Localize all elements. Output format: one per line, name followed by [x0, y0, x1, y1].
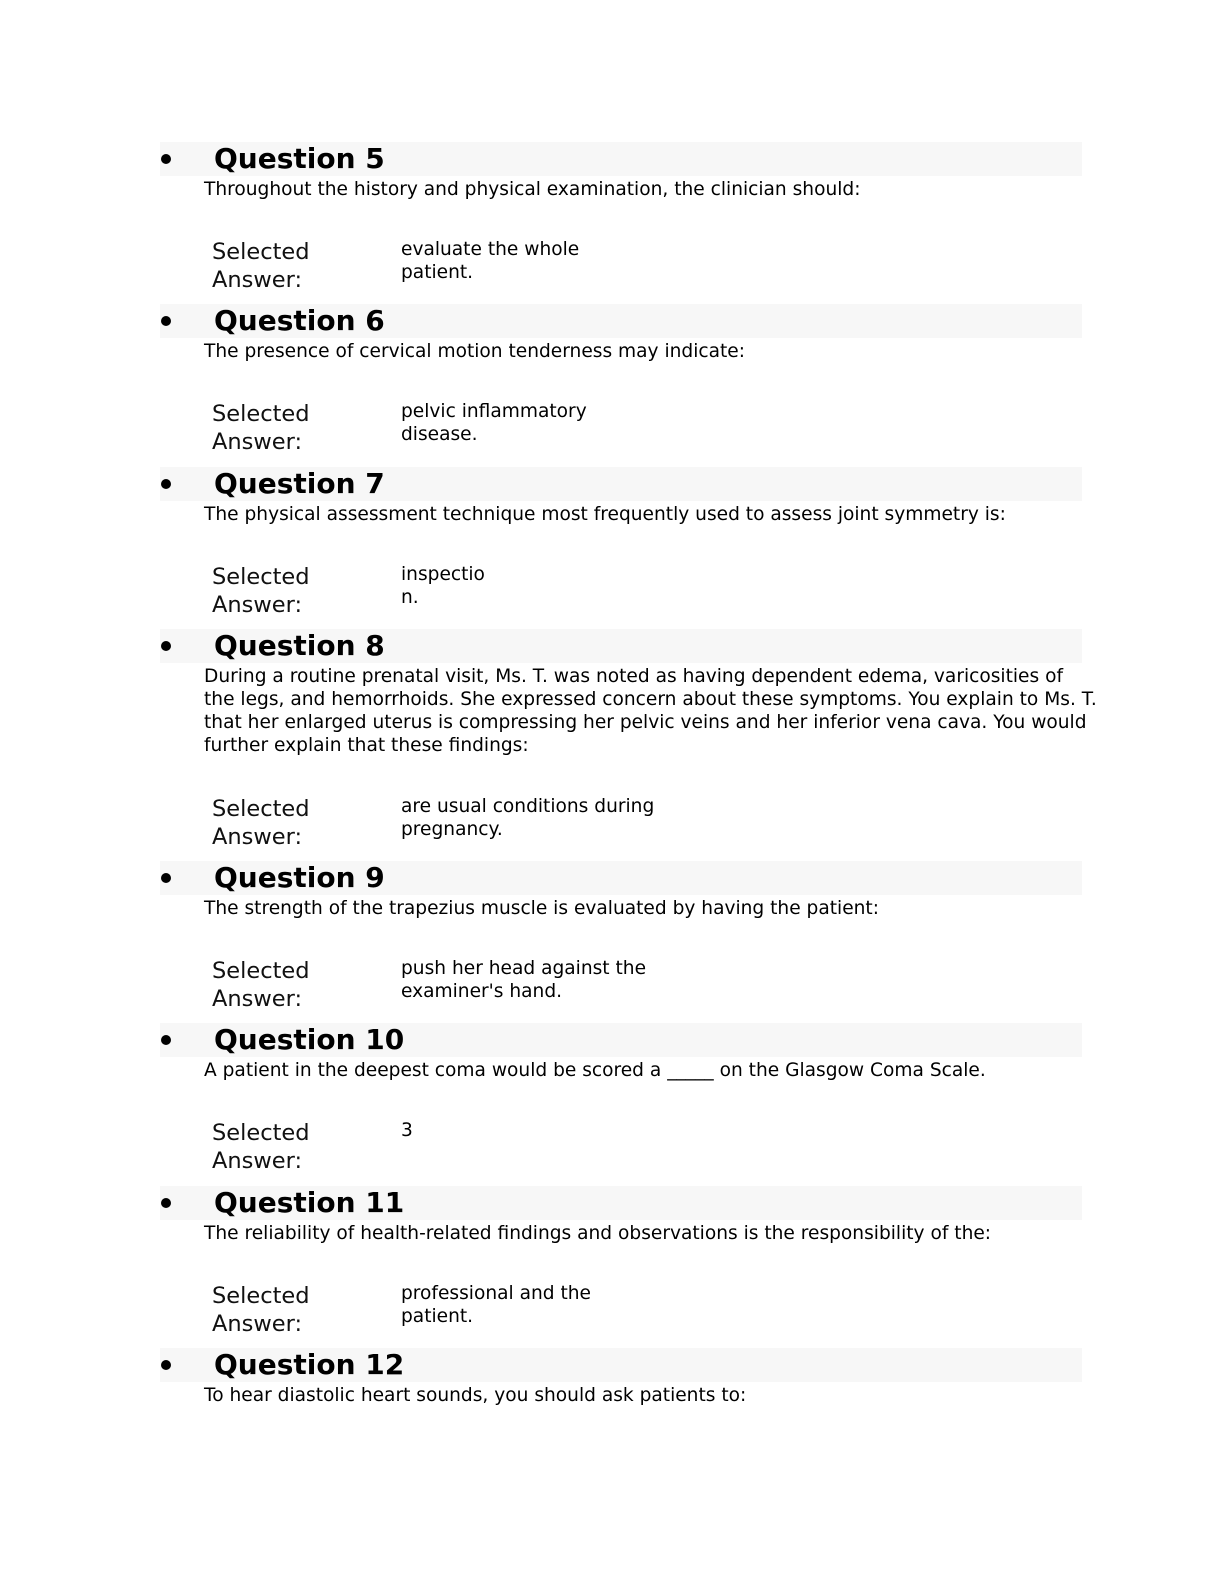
selected-answer-label: Selected Answer: — [212, 564, 310, 618]
bullet-icon — [161, 1198, 171, 1208]
question-title: Question 11 — [214, 1186, 405, 1219]
question-text: The physical assessment technique most frequently used to assess joint symmetry is: — [204, 504, 1006, 525]
selected-answer-label: Selected Answer: — [212, 239, 310, 293]
question-title: Question 6 — [214, 304, 385, 337]
question-text: During a routine prenatal visit, Ms. T. was noted as having dependent edema, varicosities of the legs, and hemorrhoids. She expressed concern about these symptoms. You explain to Ms. T. that her enlarged uterus is compressing her pelvic veins and her inferior vena cava. You would further explain that these findings: — [204, 666, 1097, 756]
question-text: Throughout the history and physical examination, the clinician should: — [204, 179, 861, 200]
selected-answer-value: 3 — [401, 1120, 413, 1141]
question-title: Question 8 — [214, 629, 385, 662]
selected-answer-value: professional and the patient. — [401, 1283, 591, 1327]
question-text: The reliability of health-related findings and observations is the responsibility of the: — [204, 1223, 992, 1244]
question-text: The presence of cervical motion tenderness may indicate: — [204, 341, 746, 362]
selected-answer-value: are usual conditions during pregnancy. — [401, 796, 655, 840]
question-text: To hear diastolic heart sounds, you should ask patients to: — [204, 1385, 747, 1406]
bullet-icon — [161, 641, 171, 651]
selected-answer-value: push her head against the examiner's hand. — [401, 958, 647, 1002]
bullet-icon — [161, 316, 171, 326]
question-title: Question 10 — [214, 1023, 405, 1056]
selected-answer-value: inspection. — [401, 564, 485, 608]
question-title: Question 7 — [214, 467, 385, 500]
selected-answer-label: Selected Answer: — [212, 1120, 310, 1174]
question-text: The strength of the trapezius muscle is evaluated by having the patient: — [204, 898, 879, 919]
bullet-icon — [161, 479, 171, 489]
selected-answer-value: pelvic inflammatory disease. — [401, 401, 587, 445]
bullet-icon — [161, 154, 171, 164]
selected-answer-label: Selected Answer: — [212, 401, 310, 455]
question-title: Question 9 — [214, 861, 385, 894]
question-title: Question 12 — [214, 1348, 405, 1381]
question-title: Question 5 — [214, 142, 385, 175]
selected-answer-label: Selected Answer: — [212, 796, 310, 850]
bullet-icon — [161, 1035, 171, 1045]
bullet-icon — [161, 1360, 171, 1370]
bullet-icon — [161, 873, 171, 883]
question-text: A patient in the deepest coma would be scored a _____ on the Glasgow Coma Scale. — [204, 1060, 986, 1081]
selected-answer-value: evaluate the whole patient. — [401, 239, 580, 283]
selected-answer-label: Selected Answer: — [212, 958, 310, 1012]
selected-answer-label: Selected Answer: — [212, 1283, 310, 1337]
